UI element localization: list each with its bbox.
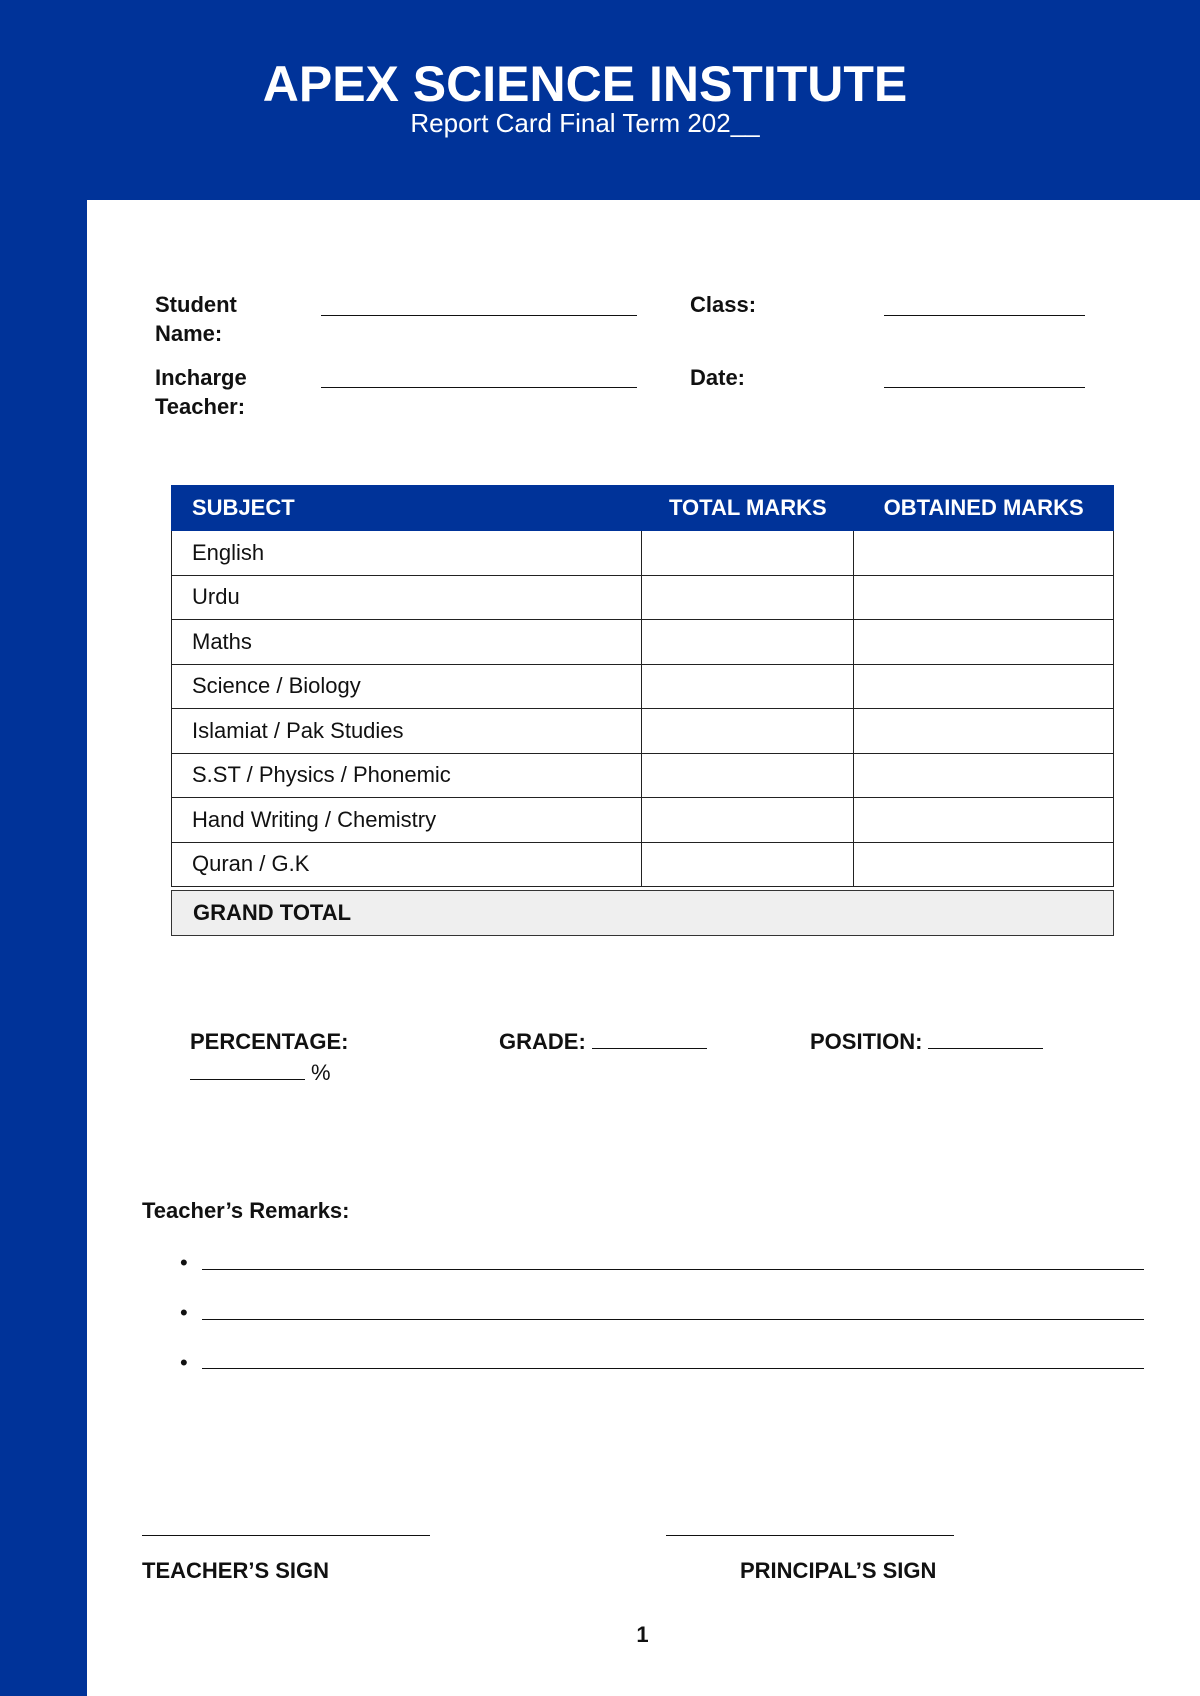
class-label: Class: [690,292,757,317]
table-row [172,620,1114,665]
subject-cell: Maths [172,620,642,665]
position-label: POSITION: [810,1029,923,1054]
obtained-marks-cell[interactable] [854,753,1114,798]
header-total-marks: TOTAL MARKS [642,486,854,531]
student-name-label-line1: Student [155,292,237,317]
principal-sign-line[interactable] [666,1535,954,1536]
total-marks-cell[interactable] [642,842,854,887]
remark-line-3[interactable] [202,1368,1144,1369]
table-header-row [172,486,1114,531]
teacher-label [155,363,247,421]
subject-cell: English [172,531,642,576]
remark-line-1[interactable] [202,1269,1144,1270]
total-marks-cell[interactable] [642,709,854,754]
date-label: Date: [690,365,746,390]
grand-total-row: GRAND TOTAL [171,890,1114,936]
grade-field[interactable] [592,1028,707,1049]
percentage-field[interactable] [190,1059,305,1080]
table-row [172,531,1114,576]
teacher-label-line1: Incharge [155,365,247,390]
institute-title: APEX SCIENCE INSTITUTE [262,56,908,112]
student-name-field[interactable] [321,315,637,316]
subject-cell: S.ST / Physics / Phonemic [172,753,642,798]
subject-cell: Quran / G.K [172,842,642,887]
obtained-marks-cell[interactable] [854,575,1114,620]
class-field[interactable] [884,315,1085,316]
position-row [810,1027,1043,1056]
total-marks-cell[interactable] [642,664,854,709]
percent-sign: % [311,1060,331,1085]
total-marks-cell[interactable] [642,620,854,665]
page-number: 1 [636,1622,649,1647]
remark-line-2[interactable] [202,1319,1144,1320]
percentage-field-row [190,1059,331,1086]
grade-label: GRADE: [499,1029,586,1054]
student-name-label [155,290,237,348]
report-subtitle: Report Card Final Term 202__ [410,108,760,138]
obtained-marks-cell[interactable] [854,842,1114,887]
subject-cell: Urdu [172,575,642,620]
table-row [172,798,1114,843]
left-band [0,0,87,1696]
table-row [172,575,1114,620]
remark-bullet: • [180,1300,188,1325]
obtained-marks-cell[interactable] [854,798,1114,843]
obtained-marks-cell[interactable] [854,620,1114,665]
teacher-sign-line[interactable] [142,1535,430,1536]
total-marks-cell[interactable] [642,575,854,620]
obtained-marks-cell[interactable] [854,709,1114,754]
total-marks-cell[interactable] [642,798,854,843]
teacher-field[interactable] [321,387,637,388]
marks-table [171,485,1114,887]
header-obtained-marks: OBTAINED MARKS [854,486,1114,531]
table-row [172,753,1114,798]
total-marks-cell[interactable] [642,531,854,576]
table-row [172,664,1114,709]
remark-bullet: • [180,1250,188,1275]
teacher-label-line2: Teacher: [155,394,246,419]
grade-row [499,1027,707,1056]
subject-cell: Hand Writing / Chemistry [172,798,642,843]
obtained-marks-cell[interactable] [854,531,1114,576]
header-subject: SUBJECT [172,486,642,531]
position-field[interactable] [928,1028,1043,1049]
percentage-label: PERCENTAGE: [190,1029,349,1054]
remarks-title: Teacher’s Remarks: [142,1198,350,1223]
principal-sign-label: PRINCIPAL’S SIGN [740,1558,937,1583]
total-marks-cell[interactable] [642,753,854,798]
student-name-label-line2: Name: [155,321,223,346]
subject-cell: Islamiat / Pak Studies [172,709,642,754]
date-field[interactable] [884,387,1085,388]
obtained-marks-cell[interactable] [854,664,1114,709]
teacher-sign-label: TEACHER’S SIGN [142,1558,330,1583]
subject-cell: Science / Biology [172,664,642,709]
table-row [172,709,1114,754]
remark-bullet: • [180,1350,188,1375]
table-row [172,842,1114,887]
